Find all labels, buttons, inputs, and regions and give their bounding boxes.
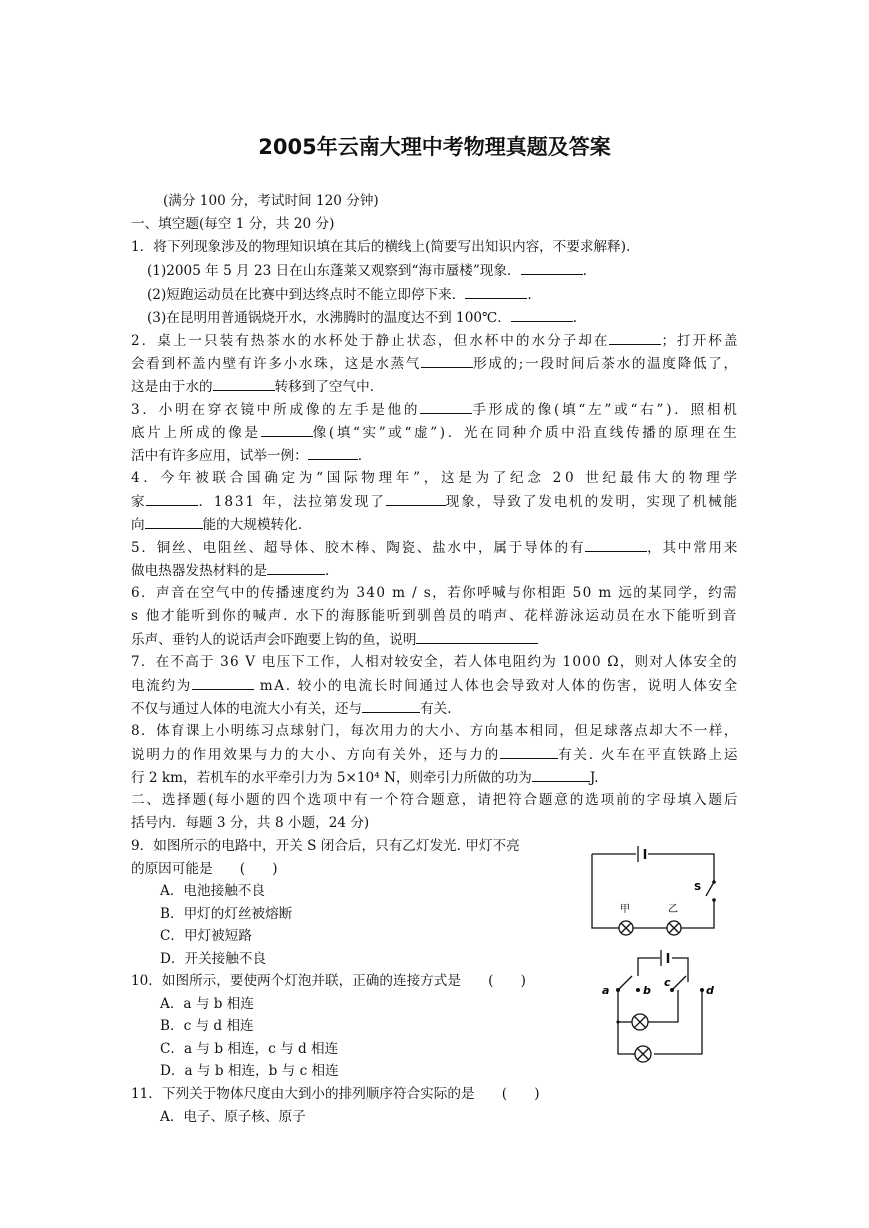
answer-blank[interactable] [532,769,590,782]
text-segment: 底片上所成的像是 [131,425,261,441]
text-segment: mA. 较小的电流长时间通过人体也会导致对人体的伤害，说明人体安全 [253,678,739,694]
text-line [131,654,738,670]
text-segment: (1)2005 年 5 月 23 日在山东蓬莱又观察到“海市蜃楼”现象． [147,263,521,279]
text-line [131,378,374,395]
text-line [160,1109,306,1125]
text-line [160,906,292,922]
text-line [131,792,739,808]
answer-blank[interactable] [521,262,583,275]
text-segment: 一、填空题(每空 1 分，共 20 分) [131,216,335,232]
terminal-c-label: c [664,976,671,989]
text-segment: (3)在昆明用普通锅烧开水，水沸腾时的温度达不到 100℃． [147,310,511,326]
answer-blank[interactable] [500,746,558,759]
text-line [131,723,739,739]
text-segment: A．a 与 b 相连 [160,996,254,1012]
text-segment: 的原因可能是 ( ) [131,861,278,877]
text-line [131,677,739,694]
text-segment: 2．桌上一只装有热茶水的水杯处于静止状态，但水杯中的水分子却在 [131,333,610,349]
text-segment: . [357,448,363,464]
text-segment: 11．下列关于物体尺度由大到小的排列顺序符合实际的是 ( ) [131,1086,540,1102]
text-segment: 乐声、垂钓人的说话声会吓跑要上钩的鱼，说明 [131,632,417,648]
text-line [131,216,334,232]
text-line [160,1018,254,1034]
text-segment: . [572,310,578,326]
text-segment: 做电热器发热材料的是 [131,563,267,579]
answer-blank[interactable] [386,493,446,506]
text-segment: ．1831 年，法拉第发现了 [198,494,386,510]
text-line [131,447,362,464]
text-segment: B．甲灯的灯丝被熔断 [160,906,293,922]
answer-blank[interactable] [261,424,313,437]
answer-blank[interactable] [213,378,275,391]
text-line [131,539,739,556]
text-segment: 8．体育课上小明练习点球射门，每次用力的大小、方向基本相同，但足球落点却大不一样， [131,723,739,739]
answer-blank[interactable] [145,516,203,529]
answer-blank[interactable] [192,677,254,690]
text-line [131,973,526,989]
circuit-diagram-q10 [598,944,718,1064]
text-line [131,815,369,831]
text-line [131,516,302,533]
text-line [131,631,538,648]
text-segment: 手形成的像(填“左”或“右”)．照相机 [472,402,740,418]
text-segment: A．电子、原子核、原子 [160,1109,306,1125]
text-line [131,585,738,601]
text-segment: (满分 100 分，考试时间 120 分钟) [163,193,379,209]
text-line [160,951,266,967]
text-line [131,838,520,854]
text-segment: . [324,563,330,579]
text-segment: 有关. [420,701,452,717]
text-line [131,355,739,372]
lamp-a-label: 甲 [620,904,630,915]
answer-blank[interactable] [511,309,573,322]
terminal-d-label: d [706,984,714,997]
text-line [160,883,265,899]
text-segment: J. [589,770,599,786]
text-line [131,562,329,579]
text-line [131,401,740,418]
text-segment: . [582,263,587,279]
text-line [147,309,577,326]
text-line [147,262,587,279]
text-segment: 1．将下列现象涉及的物理知识填在其后的横线上(简要写出知识内容，不要求解释). [131,239,631,255]
page-title: 2005年云南大理中考物理真题及答案 [258,135,611,159]
text-segment: B．c 与 d 相连 [160,1018,254,1034]
text-segment: 10．如图所示，要使两个灯泡并联，正确的连接方式是 ( ) [131,973,526,989]
text-segment: 9．如图所示的电路中，开关 S 闭合后，只有乙灯发光. 甲灯不亮 [131,838,520,854]
text-line [131,493,739,510]
answer-blank[interactable] [465,286,527,299]
text-segment: D．a 与 b 相连，b 与 c 相连 [160,1063,339,1079]
text-segment: 4．今年被联合国确定为“国际物理年”，这是为了纪念 20 世纪最伟大的物理学 [131,470,741,486]
terminal-a-label: a [602,984,610,997]
text-line [163,193,379,209]
text-segment: 电流约为 [131,678,192,694]
text-segment: 括号内．每题 3 分，共 8 小题，24 分) [131,815,370,831]
text-segment: 行 2 km，若机车的水平牵引力为 5×10⁴ N，则牵引力所做的功为 [131,770,532,786]
answer-blank[interactable] [308,447,358,460]
text-segment: C．甲灯被短路 [160,928,252,944]
switch-label: S [694,882,702,893]
text-segment: 6．声音在空气中的传播速度约为 340 m / s，若你呼喊与你相距 50 m 远的某同学，约需 [131,585,739,601]
text-segment: ，其中常用来 [647,540,739,556]
answer-blank[interactable] [146,493,198,506]
text-line [131,861,278,877]
text-segment: 像(填“实”或“虚”)．光在同种介质中沿直线传播的原理在生 [312,425,740,441]
text-segment: 活中有许多应用，试举一例： [131,448,308,464]
text-line [131,424,739,441]
text-line [131,769,599,786]
text-line [160,1063,339,1079]
text-line [131,746,739,763]
text-segment: 不仅与通过人体的电流大小有关，还与 [131,701,363,717]
answer-blank[interactable] [585,539,647,552]
text-segment: C．a 与 b 相连，c 与 d 相连 [160,1041,339,1057]
text-segment: 能的大规模转化. [202,517,303,533]
answer-blank[interactable] [421,355,473,368]
text-segment: ；打开杯盖 [661,333,740,349]
text-segment: 形成的;一段时间后茶水的温度降低了， [473,356,739,372]
answer-blank[interactable] [362,700,420,713]
text-segment: D．开关接触不良 [160,951,267,967]
text-segment: 会看到杯盖内壁有许多小水珠，这是水蒸气 [131,356,422,372]
circuit-diagram-q9 [586,838,722,942]
text-segment: 现象，导致了发电机的发明，实现了机械能 [445,494,740,510]
text-line [160,928,252,944]
lamp-b-label: 乙 [668,904,678,915]
answer-blank[interactable] [420,401,472,414]
answer-blank[interactable] [416,631,538,644]
text-line [131,700,452,717]
text-line [131,239,630,255]
text-segment: 7．在不高于 36 V 电压下工作，人相对较安全，若人体电阻约为 1000 Ω，则对人体安全的 [131,654,738,670]
text-line [160,1041,338,1057]
text-segment: 5．铜丝、电阻丝、超导体、胶木棒、陶瓷、盐水中，属于导体的有 [131,540,586,556]
text-segment: (2)短跑运动员在比赛中到达终点时不能立即停下来． [147,287,466,303]
text-segment: s 他才能听到你的喊声. 水下的海豚能听到驯兽员的哨声、花样游泳运动员在水下能听到音 [131,608,739,624]
text-segment: 二、选择题(每小题的四个选项中有一个符合题意，请把符合题意的选项前的字母填入题后 [131,792,740,808]
text-line [131,608,738,624]
text-segment: 说明力的作用效果与力的大小、方向有关外，还与力的 [131,747,500,763]
text-line [131,332,739,349]
text-segment: A．电池接触不良 [160,883,265,899]
text-line [131,470,741,486]
text-segment: 家 [131,494,147,510]
text-line [147,286,532,303]
answer-blank[interactable] [267,562,325,575]
text-segment: 有关. 火车在平直铁路上运 [557,747,740,763]
text-segment: 3．小明在穿衣镜中所成像的左手是他的 [131,402,421,418]
text-line [160,996,254,1012]
text-line [131,1086,540,1102]
text-segment: 向 [131,517,145,533]
text-segment: 转移到了空气中. [274,379,375,395]
answer-blank[interactable] [609,332,661,345]
terminal-b-label: b [643,984,651,997]
text-segment: . [527,287,532,303]
text-segment: 这是由于水的 [131,379,213,395]
